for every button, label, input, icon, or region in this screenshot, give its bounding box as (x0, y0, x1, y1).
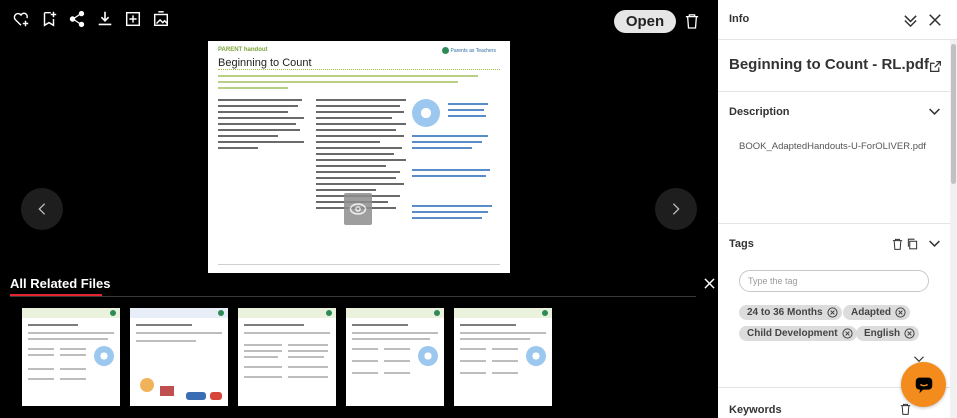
thumbnail-header (238, 308, 336, 318)
thumbnail-line (352, 324, 408, 326)
document-header: PARENT handout (218, 47, 268, 53)
thumbnail-header (22, 308, 120, 318)
car-illustration-icon (186, 392, 206, 400)
document-title: Beginning to Count (218, 57, 312, 69)
copy-tags-icon[interactable] (903, 235, 921, 253)
document-text-line (218, 141, 304, 143)
related-file-thumbnail[interactable] (22, 308, 120, 406)
thumbnail-line (60, 368, 86, 370)
tag-label: English (864, 328, 901, 339)
tag-input[interactable] (739, 270, 929, 292)
thumbnail-flower-icon (94, 346, 114, 366)
document-text-line (218, 123, 296, 125)
document-brand-label: Parents as Teachers (450, 47, 496, 54)
document-brand (442, 47, 497, 54)
chevron-up-icon[interactable] (925, 234, 943, 252)
thumbnail-flower-icon (418, 346, 438, 366)
description-text: BOOK_AdaptedHandouts-U-ForOLIVER.pdf (739, 141, 926, 152)
thumbnail-line (28, 348, 54, 350)
document-text-line (218, 117, 304, 119)
tag-chip (739, 305, 842, 320)
download-icon[interactable] (94, 8, 116, 30)
remove-tag-icon[interactable] (842, 328, 853, 339)
bookmark-add-icon[interactable] (38, 8, 60, 30)
thumbnail-line (28, 368, 54, 370)
thumbnail-line (60, 354, 86, 356)
document-text-line (412, 211, 488, 213)
thumbnail-line (492, 372, 518, 374)
child-illustration-icon (140, 378, 154, 392)
document-text-line (218, 135, 278, 137)
thumbnail-line (136, 340, 196, 342)
document-text-line (412, 169, 490, 171)
related-files-title[interactable]: All Related Files (10, 276, 111, 291)
related-files-divider (10, 296, 696, 297)
document-text-line (316, 147, 402, 149)
thumbnail-line (28, 332, 114, 334)
open-external-icon[interactable] (926, 57, 944, 75)
document-text-line (316, 141, 380, 143)
close-related-files-icon[interactable] (702, 276, 717, 291)
document-text-line (316, 129, 396, 131)
image-icon[interactable] (150, 8, 172, 30)
thumbnail-header (130, 308, 228, 318)
thumbnail-line (352, 348, 378, 350)
thumbnail-line (60, 348, 86, 350)
tag-label: 24 to 36 Months (747, 307, 823, 318)
scrollbar-thumb[interactable] (951, 44, 956, 184)
thumbnail-line (460, 324, 516, 326)
document-text-line (412, 217, 482, 219)
document-text-line (448, 115, 486, 117)
open-button[interactable]: Open (614, 10, 676, 33)
thumbnail-line (28, 354, 54, 356)
previous-arrow-button[interactable] (21, 188, 63, 230)
thumbnail-line (460, 332, 546, 334)
document-text-line (448, 109, 484, 111)
thumbnail-line (352, 372, 378, 374)
thumbnail-line (460, 338, 530, 340)
thumbnail-line (244, 366, 282, 368)
info-panel-title: Info (729, 13, 750, 25)
add-to-collection-icon[interactable] (122, 8, 144, 30)
thumbnail-line (288, 376, 328, 378)
tags-label: Tags (729, 238, 754, 250)
thumbnail-line (492, 360, 518, 362)
thumbnail-line (28, 338, 108, 340)
document-text-line (448, 103, 488, 105)
related-file-thumbnail[interactable] (346, 308, 444, 406)
related-file-thumbnail[interactable] (130, 308, 228, 406)
share-icon[interactable] (66, 8, 88, 30)
tag-label: Child Development (747, 328, 838, 339)
thumbnail-line (244, 332, 330, 334)
document-text-line (316, 99, 406, 101)
document-text-line (412, 147, 472, 149)
document-text-line (316, 153, 394, 155)
panel-scrollbar[interactable] (950, 40, 957, 418)
thumbnail-line (60, 378, 86, 380)
document-preview[interactable] (208, 41, 510, 273)
thumbnail-line (28, 324, 78, 326)
thumbnail-line (288, 356, 324, 358)
tag-chip (739, 326, 857, 341)
document-text-line (316, 105, 400, 107)
next-arrow-button[interactable] (655, 188, 697, 230)
related-file-thumbnail[interactable] (238, 308, 336, 406)
thumbnail-header (346, 308, 444, 318)
thumbnail-line (492, 348, 518, 350)
tag-chip (843, 305, 910, 320)
document-text-line (412, 141, 482, 143)
document-text-line (218, 75, 478, 77)
document-text-line (316, 135, 404, 137)
document-text-line (316, 189, 376, 191)
document-text-line (218, 111, 288, 113)
tag-chip (856, 326, 919, 341)
chevron-left-icon (38, 202, 46, 216)
reflection-flower-icon (412, 99, 440, 127)
thumbnail-line (136, 332, 222, 334)
thumbnail-line (352, 338, 430, 340)
document-text-line (316, 171, 400, 173)
document-text-line (316, 111, 404, 113)
description-label: Description (729, 106, 790, 118)
toy-illustration-icon (160, 386, 174, 396)
document-text-line (218, 87, 288, 89)
remove-tag-icon[interactable] (895, 307, 906, 318)
viewer-toolbar (10, 8, 172, 30)
document-text-line (316, 117, 392, 119)
thumbnail-line (288, 350, 328, 352)
chat-support-button[interactable] (901, 362, 946, 407)
thumbnail-line (244, 376, 282, 378)
document-text-line (218, 81, 458, 83)
thumbnail-line (384, 360, 410, 362)
document-text-line (218, 129, 300, 131)
document-text-line (412, 205, 492, 207)
info-panel-header (718, 0, 957, 40)
thumbnail-line (352, 360, 378, 362)
description-section (718, 91, 950, 223)
thumbnail-line (460, 360, 486, 362)
document-footer-rule (218, 264, 500, 265)
thumbnail-line (288, 366, 328, 368)
remove-tag-icon[interactable] (827, 307, 838, 318)
document-text-line (316, 123, 406, 125)
document-text-line (218, 147, 258, 149)
chevron-right-icon (672, 202, 680, 216)
thumbnail-line (460, 372, 486, 374)
document-text-line (316, 159, 406, 161)
delete-icon[interactable] (683, 11, 701, 31)
thumbnail-line (352, 332, 438, 334)
document-text-line (316, 177, 396, 179)
tag-label: Adapted (851, 307, 891, 318)
document-text-line (316, 183, 404, 185)
thumbnail-line (288, 344, 328, 346)
close-panel-icon[interactable] (926, 11, 944, 29)
car-illustration-icon (210, 392, 222, 400)
thumbnail-line (244, 344, 282, 346)
document-text-line (316, 165, 386, 167)
thumbnail-flower-icon (526, 346, 546, 366)
brand-logo-icon (442, 47, 449, 54)
info-panel (718, 0, 957, 418)
collapse-chevron-icon[interactable] (901, 11, 919, 29)
thumbnail-line (28, 378, 54, 380)
document-text-line (412, 135, 488, 137)
favorite-add-icon[interactable] (10, 8, 32, 30)
chat-bubble-icon (913, 374, 935, 396)
thumbnail-line (136, 324, 192, 326)
related-file-thumbnail[interactable] (454, 308, 552, 406)
document-text-line (218, 99, 302, 101)
remove-tag-icon[interactable] (904, 328, 915, 339)
thumbnail-line (460, 348, 486, 350)
thumbnail-line (384, 372, 410, 374)
file-title: Beginning to Count - RL.pdf (729, 56, 929, 73)
document-divider (218, 69, 500, 70)
thumbnail-line (384, 348, 410, 350)
thumbnail-line (244, 350, 282, 352)
chevron-up-icon[interactable] (925, 102, 943, 120)
thumbnail-header (454, 308, 552, 318)
document-text-line (412, 175, 486, 177)
document-text-line (218, 105, 298, 107)
thumbnail-line (244, 324, 304, 326)
keywords-label: Keywords (729, 404, 782, 416)
preview-eye-icon (344, 193, 372, 225)
thumbnail-line (244, 356, 278, 358)
